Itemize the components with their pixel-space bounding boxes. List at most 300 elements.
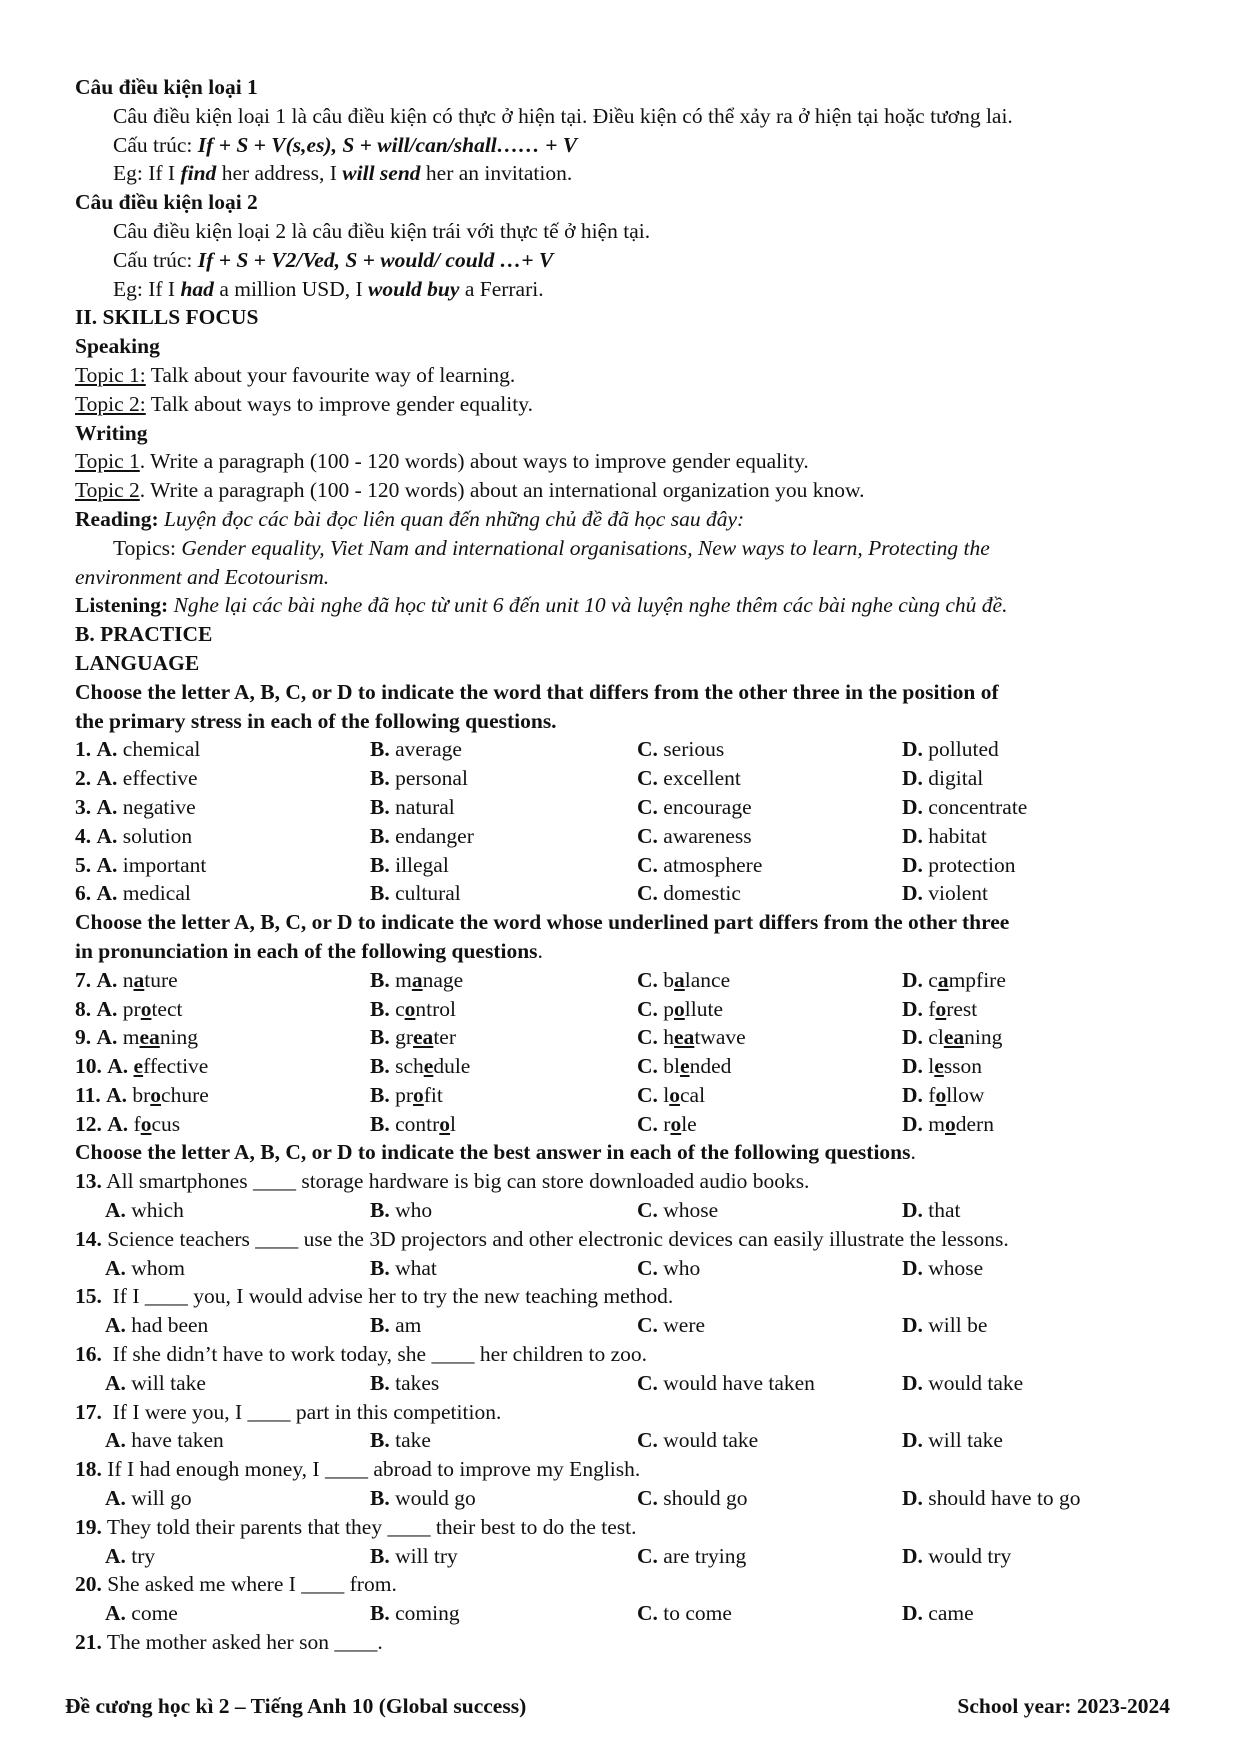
word-prefix: r bbox=[663, 1111, 671, 1136]
option-a bbox=[75, 995, 183, 1024]
option-text: would have taken bbox=[663, 1370, 815, 1395]
option-letter: C. bbox=[637, 823, 658, 848]
question-number: 15. bbox=[75, 1284, 102, 1309]
option-b bbox=[370, 822, 474, 851]
option-text: come bbox=[131, 1601, 178, 1626]
option-text: came bbox=[928, 1601, 974, 1626]
option-b bbox=[370, 1052, 470, 1081]
option-d bbox=[902, 851, 1015, 880]
mc-question-stem bbox=[75, 1398, 1170, 1427]
word-suffix: fit bbox=[423, 1082, 443, 1107]
document-page bbox=[75, 73, 1170, 1657]
option-text: who bbox=[663, 1255, 701, 1280]
option-word: effective bbox=[122, 766, 198, 791]
word-suffix: ntrol bbox=[415, 996, 456, 1021]
option-text: had been bbox=[131, 1313, 209, 1338]
mc-options-row bbox=[75, 1599, 1170, 1628]
option-c bbox=[637, 995, 723, 1024]
option-word: illegal bbox=[395, 852, 449, 877]
option-letter: B. bbox=[370, 967, 390, 992]
mc-options-row bbox=[75, 1196, 1170, 1225]
option-letter: A. bbox=[105, 1543, 126, 1568]
word-prefix: cl bbox=[928, 1025, 944, 1050]
pron-question-row bbox=[75, 966, 1170, 995]
word-prefix: pr bbox=[122, 996, 141, 1021]
cond1-example: Eg: If I find her address, I will send her an invitation. bbox=[113, 161, 573, 186]
option-text: are trying bbox=[663, 1543, 747, 1568]
option-letter: A. bbox=[105, 1313, 126, 1338]
option-letter: D. bbox=[902, 1428, 923, 1453]
word-suffix: sson bbox=[943, 1054, 983, 1079]
underlined-part: e bbox=[423, 1054, 434, 1079]
pron-question-row bbox=[75, 1110, 1170, 1139]
underlined-part: o bbox=[140, 996, 152, 1021]
stress-instruction-1: Choose the letter A, B, C, or D to indicate the word that differs from the other three in the position of bbox=[75, 679, 999, 704]
option-word: endanger bbox=[395, 823, 474, 848]
word-suffix: mpfire bbox=[948, 967, 1006, 992]
option-text: that bbox=[928, 1198, 961, 1223]
option-letter: A. bbox=[96, 823, 118, 848]
option-letter: A. bbox=[105, 1370, 126, 1395]
question-number: 14. bbox=[75, 1226, 102, 1251]
option-a bbox=[105, 1484, 192, 1513]
cond2-example: Eg: If I had a million USD, I would buy a Ferrari. bbox=[113, 276, 544, 301]
cond1-desc: Câu điều kiện loại 1 là câu điều kiện có thực ở hiện tại. Điều kiện có thể xảy ra ở hiện tại hoặc tương lai. bbox=[113, 103, 1013, 128]
option-letter: D. bbox=[902, 1313, 923, 1338]
option-b bbox=[370, 995, 456, 1024]
word-suffix: twave bbox=[694, 1025, 746, 1050]
pron-question-row bbox=[75, 995, 1170, 1024]
word-prefix: contr bbox=[395, 1111, 440, 1136]
option-letter: C. bbox=[637, 1111, 658, 1136]
option-word: concentrate bbox=[928, 794, 1028, 819]
option-word: habitat bbox=[928, 823, 987, 848]
option-letter: C. bbox=[637, 1428, 658, 1453]
option-letter: C. bbox=[637, 1313, 658, 1338]
underlined-part: ea bbox=[413, 1025, 434, 1050]
underlined-part: o bbox=[140, 1111, 152, 1136]
option-text: were bbox=[663, 1313, 706, 1338]
stress-question-row bbox=[75, 735, 1170, 764]
question-number: 7. bbox=[75, 967, 92, 992]
mc-question-stem bbox=[75, 1282, 1170, 1311]
option-d bbox=[902, 1110, 994, 1139]
option-letter: A. bbox=[96, 852, 118, 877]
underlined-part: o bbox=[150, 1082, 162, 1107]
question-number: 5. bbox=[75, 852, 92, 877]
mc-options-row bbox=[75, 1369, 1170, 1398]
option-letter: A. bbox=[96, 794, 118, 819]
word-prefix: n bbox=[122, 967, 134, 992]
option-b bbox=[370, 1196, 432, 1225]
option-c bbox=[637, 735, 724, 764]
option-c bbox=[637, 764, 741, 793]
option-c bbox=[637, 1052, 731, 1081]
mc-question-stem bbox=[75, 1513, 1170, 1542]
question-21: 21. The mother asked her son ____. bbox=[75, 1630, 383, 1655]
underlined-part: a bbox=[937, 967, 949, 992]
option-b bbox=[370, 1369, 439, 1398]
option-word: serious bbox=[663, 737, 725, 762]
option-word: important bbox=[122, 852, 207, 877]
option-letter: D. bbox=[902, 967, 923, 992]
option-letter: D. bbox=[902, 737, 923, 762]
option-letter: C. bbox=[637, 1486, 658, 1511]
option-text: will take bbox=[131, 1370, 206, 1395]
word-prefix: m bbox=[122, 1025, 140, 1050]
option-b bbox=[370, 1542, 458, 1571]
underlined-part: e bbox=[133, 1054, 144, 1079]
word-prefix: f bbox=[133, 1111, 141, 1136]
option-a bbox=[75, 1023, 198, 1052]
word-prefix: c bbox=[395, 996, 405, 1021]
option-d bbox=[902, 1081, 984, 1110]
option-a bbox=[75, 764, 198, 793]
option-word: average bbox=[395, 737, 462, 762]
option-letter: D. bbox=[902, 996, 923, 1021]
word-suffix: nded bbox=[689, 1054, 732, 1079]
option-a bbox=[105, 1426, 224, 1455]
question-number: 11. bbox=[75, 1082, 101, 1107]
option-b bbox=[370, 879, 461, 908]
option-text: what bbox=[395, 1255, 437, 1280]
word-prefix: m bbox=[928, 1111, 946, 1136]
mc-instruction: Choose the letter A, B, C, or D to indicate the best answer in each of the following questions. bbox=[75, 1140, 916, 1165]
option-text: whose bbox=[928, 1255, 984, 1280]
mc-question-stem bbox=[75, 1340, 1170, 1369]
option-d bbox=[902, 735, 999, 764]
option-b bbox=[370, 1023, 456, 1052]
mc-question-list bbox=[75, 1167, 1170, 1628]
underlined-part: o bbox=[669, 1082, 681, 1107]
footer-title: Đề cương học kì 2 – Tiếng Anh 10 (Global success) bbox=[65, 1694, 527, 1718]
option-c bbox=[637, 1254, 700, 1283]
underlined-part: ea bbox=[943, 1025, 965, 1050]
stress-question-row bbox=[75, 764, 1170, 793]
option-word: digital bbox=[928, 766, 984, 791]
option-letter: B. bbox=[370, 1082, 390, 1107]
underlined-part: o bbox=[945, 1111, 956, 1136]
reading-topics-line-1: Topics: Gender equality, Viet Nam and international organisations, New ways to learn, Protecting the bbox=[113, 535, 990, 560]
option-text: would take bbox=[928, 1370, 1024, 1395]
mc-question-stem bbox=[75, 1167, 1170, 1196]
question-text: If I were you, I ____ part in this competition. bbox=[101, 1399, 502, 1424]
word-prefix: l bbox=[663, 1082, 670, 1107]
option-letter: B. bbox=[370, 794, 390, 819]
option-letter: B. bbox=[370, 1370, 390, 1395]
option-c bbox=[637, 1426, 758, 1455]
option-word: personal bbox=[395, 766, 468, 791]
word-suffix: ter bbox=[433, 1025, 456, 1050]
cond1-structure: Cấu trúc: If + S + V(s,es), S + will/can/shall…… + V bbox=[113, 132, 578, 157]
question-text: They told their parents that they ____ their best to do the test. bbox=[101, 1514, 637, 1539]
option-a bbox=[105, 1254, 185, 1283]
word-prefix: m bbox=[395, 967, 412, 992]
option-letter: A. bbox=[105, 1486, 126, 1511]
question-text: If she didn’t have to work today, she ____ her children to zoo. bbox=[101, 1342, 648, 1367]
underlined-part: o bbox=[935, 996, 947, 1021]
option-letter: D. bbox=[902, 794, 923, 819]
option-text: would try bbox=[928, 1543, 1012, 1568]
underlined-part: a bbox=[411, 967, 423, 992]
option-word: natural bbox=[395, 794, 455, 819]
option-text: should go bbox=[663, 1486, 748, 1511]
option-letter: D. bbox=[902, 1601, 923, 1626]
word-suffix: ture bbox=[144, 967, 178, 992]
option-a bbox=[105, 1196, 184, 1225]
option-letter: B. bbox=[370, 996, 390, 1021]
option-text: would go bbox=[395, 1486, 476, 1511]
underlined-part: e bbox=[680, 1054, 690, 1079]
question-number: 2. bbox=[75, 766, 92, 791]
option-a bbox=[105, 1369, 206, 1398]
option-a bbox=[75, 851, 206, 880]
option-d bbox=[902, 879, 988, 908]
option-d bbox=[902, 1599, 974, 1628]
option-letter: D. bbox=[902, 1486, 923, 1511]
option-d bbox=[902, 1542, 1011, 1571]
option-letter: D. bbox=[902, 823, 923, 848]
option-text: which bbox=[131, 1198, 184, 1223]
option-text: to come bbox=[663, 1601, 732, 1626]
option-text: will go bbox=[131, 1486, 192, 1511]
question-number: 18. bbox=[75, 1457, 102, 1482]
option-a bbox=[75, 793, 196, 822]
option-b bbox=[370, 1110, 456, 1139]
question-number: 13. bbox=[75, 1169, 102, 1194]
question-number: 8. bbox=[75, 996, 92, 1021]
option-letter: D. bbox=[902, 1198, 923, 1223]
underlined-part: o bbox=[935, 1082, 947, 1107]
option-a bbox=[75, 822, 192, 851]
option-a bbox=[105, 1311, 208, 1340]
pron-question-row bbox=[75, 1081, 1170, 1110]
option-c bbox=[637, 793, 752, 822]
option-letter: A. bbox=[96, 737, 118, 762]
option-a bbox=[105, 1542, 155, 1571]
option-letter: C. bbox=[637, 1255, 658, 1280]
question-number: 17. bbox=[75, 1399, 102, 1424]
word-prefix: gr bbox=[395, 1025, 414, 1050]
option-b bbox=[370, 1599, 460, 1628]
stress-question-row bbox=[75, 793, 1170, 822]
option-word: negative bbox=[122, 794, 196, 819]
question-number: 16. bbox=[75, 1342, 102, 1367]
option-letter: D. bbox=[902, 1082, 923, 1107]
option-c bbox=[637, 1311, 705, 1340]
option-text: will take bbox=[928, 1428, 1003, 1453]
option-letter: D. bbox=[902, 1025, 923, 1050]
option-letter: D. bbox=[902, 1255, 923, 1280]
speaking-topic-1: Topic 1: Talk about your favourite way of learning. bbox=[75, 362, 516, 387]
option-word: awareness bbox=[663, 823, 752, 848]
option-d bbox=[902, 1426, 1003, 1455]
option-letter: C. bbox=[637, 1198, 658, 1223]
cond2-structure: Cấu trúc: If + S + V2/Ved, S + would/ could …+ V bbox=[113, 247, 554, 272]
question-text: All smartphones ____ storage hardware is big can store downloaded audio books. bbox=[101, 1169, 810, 1194]
word-suffix: dern bbox=[955, 1111, 994, 1136]
option-b bbox=[370, 851, 449, 880]
cond1-heading: Câu điều kiện loại 1 bbox=[75, 75, 258, 99]
option-text: coming bbox=[395, 1601, 460, 1626]
option-letter: A. bbox=[105, 1428, 126, 1453]
option-d bbox=[902, 1254, 983, 1283]
option-b bbox=[370, 1426, 431, 1455]
word-suffix: llow bbox=[946, 1082, 985, 1107]
word-prefix: sch bbox=[395, 1054, 424, 1079]
option-text: have taken bbox=[131, 1428, 224, 1453]
option-letter: A. bbox=[96, 766, 118, 791]
question-number: 20. bbox=[75, 1572, 102, 1597]
option-c bbox=[637, 1599, 732, 1628]
option-letter: B. bbox=[370, 852, 390, 877]
question-number: 4. bbox=[75, 823, 92, 848]
word-suffix: rest bbox=[946, 996, 978, 1021]
option-letter: D. bbox=[902, 1111, 923, 1136]
reading-line: Reading: Luyện đọc các bài đọc liên quan đến những chủ đề đã học sau đây: bbox=[75, 506, 745, 531]
option-letter: D. bbox=[902, 852, 923, 877]
option-letter: B. bbox=[370, 1601, 390, 1626]
mc-options-row bbox=[75, 1254, 1170, 1283]
option-letter: B. bbox=[370, 1198, 390, 1223]
pron-question-list bbox=[75, 966, 1170, 1139]
option-letter: A. bbox=[105, 1601, 126, 1626]
option-letter: C. bbox=[637, 794, 658, 819]
option-d bbox=[902, 1196, 961, 1225]
option-a bbox=[75, 966, 178, 995]
option-letter: D. bbox=[902, 1543, 923, 1568]
question-number: 10. bbox=[75, 1054, 102, 1079]
word-prefix: l bbox=[928, 1054, 935, 1079]
option-word: chemical bbox=[122, 737, 201, 762]
word-prefix: br bbox=[132, 1082, 151, 1107]
word-prefix: f bbox=[928, 996, 936, 1021]
option-text: will try bbox=[395, 1543, 458, 1568]
writing-topic-1: Topic 1. Write a paragraph (100 - 120 words) about ways to improve gender equality. bbox=[75, 449, 809, 474]
option-text: am bbox=[395, 1313, 422, 1338]
option-text: takes bbox=[395, 1370, 440, 1395]
reading-topics-line-2: environment and Ecotourism. bbox=[75, 564, 330, 589]
option-c bbox=[637, 1484, 748, 1513]
option-text: try bbox=[131, 1543, 156, 1568]
word-prefix: bl bbox=[663, 1054, 681, 1079]
option-text: who bbox=[395, 1198, 433, 1223]
underlined-part: a bbox=[674, 967, 685, 992]
speaking-topic-2: Topic 2: Talk about ways to improve gender equality. bbox=[75, 391, 533, 416]
option-d bbox=[902, 995, 977, 1024]
option-b bbox=[370, 1311, 421, 1340]
word-suffix: lance bbox=[684, 967, 731, 992]
option-d bbox=[902, 1484, 1081, 1513]
word-suffix: tect bbox=[151, 996, 183, 1021]
option-letter: B. bbox=[370, 1486, 390, 1511]
mc-options-row bbox=[75, 1484, 1170, 1513]
option-c bbox=[637, 1081, 705, 1110]
option-word: cultural bbox=[395, 881, 461, 906]
option-text: would take bbox=[663, 1428, 759, 1453]
practice-heading: B. PRACTICE bbox=[75, 622, 213, 647]
option-a bbox=[75, 735, 200, 764]
stress-question-row bbox=[75, 822, 1170, 851]
option-letter: C. bbox=[637, 1601, 658, 1626]
underlined-part: ea bbox=[139, 1025, 160, 1050]
option-letter: A. bbox=[106, 1082, 127, 1107]
option-letter: D. bbox=[902, 1054, 923, 1079]
option-d bbox=[902, 1311, 987, 1340]
cond2-heading: Câu điều kiện loại 2 bbox=[75, 190, 258, 215]
option-text: whose bbox=[663, 1198, 719, 1223]
option-letter: B. bbox=[370, 737, 390, 762]
option-letter: A. bbox=[105, 1255, 126, 1280]
option-letter: C. bbox=[637, 1370, 658, 1395]
option-a bbox=[75, 879, 191, 908]
option-c bbox=[637, 1023, 746, 1052]
option-c bbox=[637, 851, 762, 880]
option-c bbox=[637, 822, 752, 851]
option-d bbox=[902, 966, 1006, 995]
question-text: Science teachers ____ use the 3D projectors and other electronic devices can easily illustrate the lessons. bbox=[101, 1226, 1009, 1251]
mc-options-row bbox=[75, 1542, 1170, 1571]
option-letter: C. bbox=[637, 737, 658, 762]
question-number: 3. bbox=[75, 794, 92, 819]
language-heading: LANGUAGE bbox=[75, 650, 200, 675]
question-text: If I had enough money, I ____ abroad to improve my English. bbox=[101, 1457, 641, 1482]
option-letter: A. bbox=[96, 881, 118, 906]
word-prefix: h bbox=[663, 1025, 675, 1050]
option-letter: C. bbox=[637, 1054, 658, 1079]
option-word: protection bbox=[928, 852, 1016, 877]
stress-question-list bbox=[75, 735, 1170, 908]
writing-heading: Writing bbox=[75, 420, 148, 445]
cond2-desc: Câu điều kiện loại 2 là câu điều kiện trái với thực tế ở hiện tại. bbox=[113, 218, 651, 243]
option-b bbox=[370, 966, 463, 995]
option-c bbox=[637, 966, 730, 995]
option-d bbox=[902, 793, 1027, 822]
word-suffix: cus bbox=[151, 1111, 181, 1136]
mc-options-row bbox=[75, 1426, 1170, 1455]
word-prefix: p bbox=[663, 996, 675, 1021]
option-letter: A. bbox=[96, 996, 118, 1021]
option-letter: A. bbox=[107, 1111, 129, 1136]
word-suffix: ning bbox=[159, 1025, 199, 1050]
word-prefix: c bbox=[928, 967, 938, 992]
word-suffix: ffective bbox=[143, 1054, 209, 1079]
option-letter: B. bbox=[370, 1255, 390, 1280]
option-a bbox=[75, 1110, 180, 1139]
word-suffix: llute bbox=[684, 996, 723, 1021]
option-letter: D. bbox=[902, 881, 923, 906]
stress-question-row bbox=[75, 851, 1170, 880]
option-text: take bbox=[395, 1428, 431, 1453]
listening-line: Listening: Nghe lại các bài nghe đã học từ unit 6 đến unit 10 và luyện nghe thêm các bài nghe cùng chủ đề. bbox=[75, 593, 1008, 618]
option-letter: A. bbox=[96, 1025, 118, 1050]
speaking-heading: Speaking bbox=[75, 334, 160, 359]
underlined-part: a bbox=[133, 967, 145, 992]
option-b bbox=[370, 1254, 437, 1283]
option-letter: B. bbox=[370, 1313, 390, 1338]
option-letter: B. bbox=[370, 823, 390, 848]
option-letter: C. bbox=[637, 1082, 658, 1107]
page-footer bbox=[65, 1692, 1170, 1722]
option-letter: B. bbox=[370, 1543, 390, 1568]
stress-instruction-2: the primary stress in each of the following questions. bbox=[75, 708, 557, 733]
option-letter: B. bbox=[370, 1428, 390, 1453]
option-word: atmosphere bbox=[663, 852, 763, 877]
option-letter: A. bbox=[107, 1054, 129, 1079]
underlined-part: e bbox=[934, 1054, 944, 1079]
underlined-part: o bbox=[674, 996, 685, 1021]
question-number: 1. bbox=[75, 737, 92, 762]
